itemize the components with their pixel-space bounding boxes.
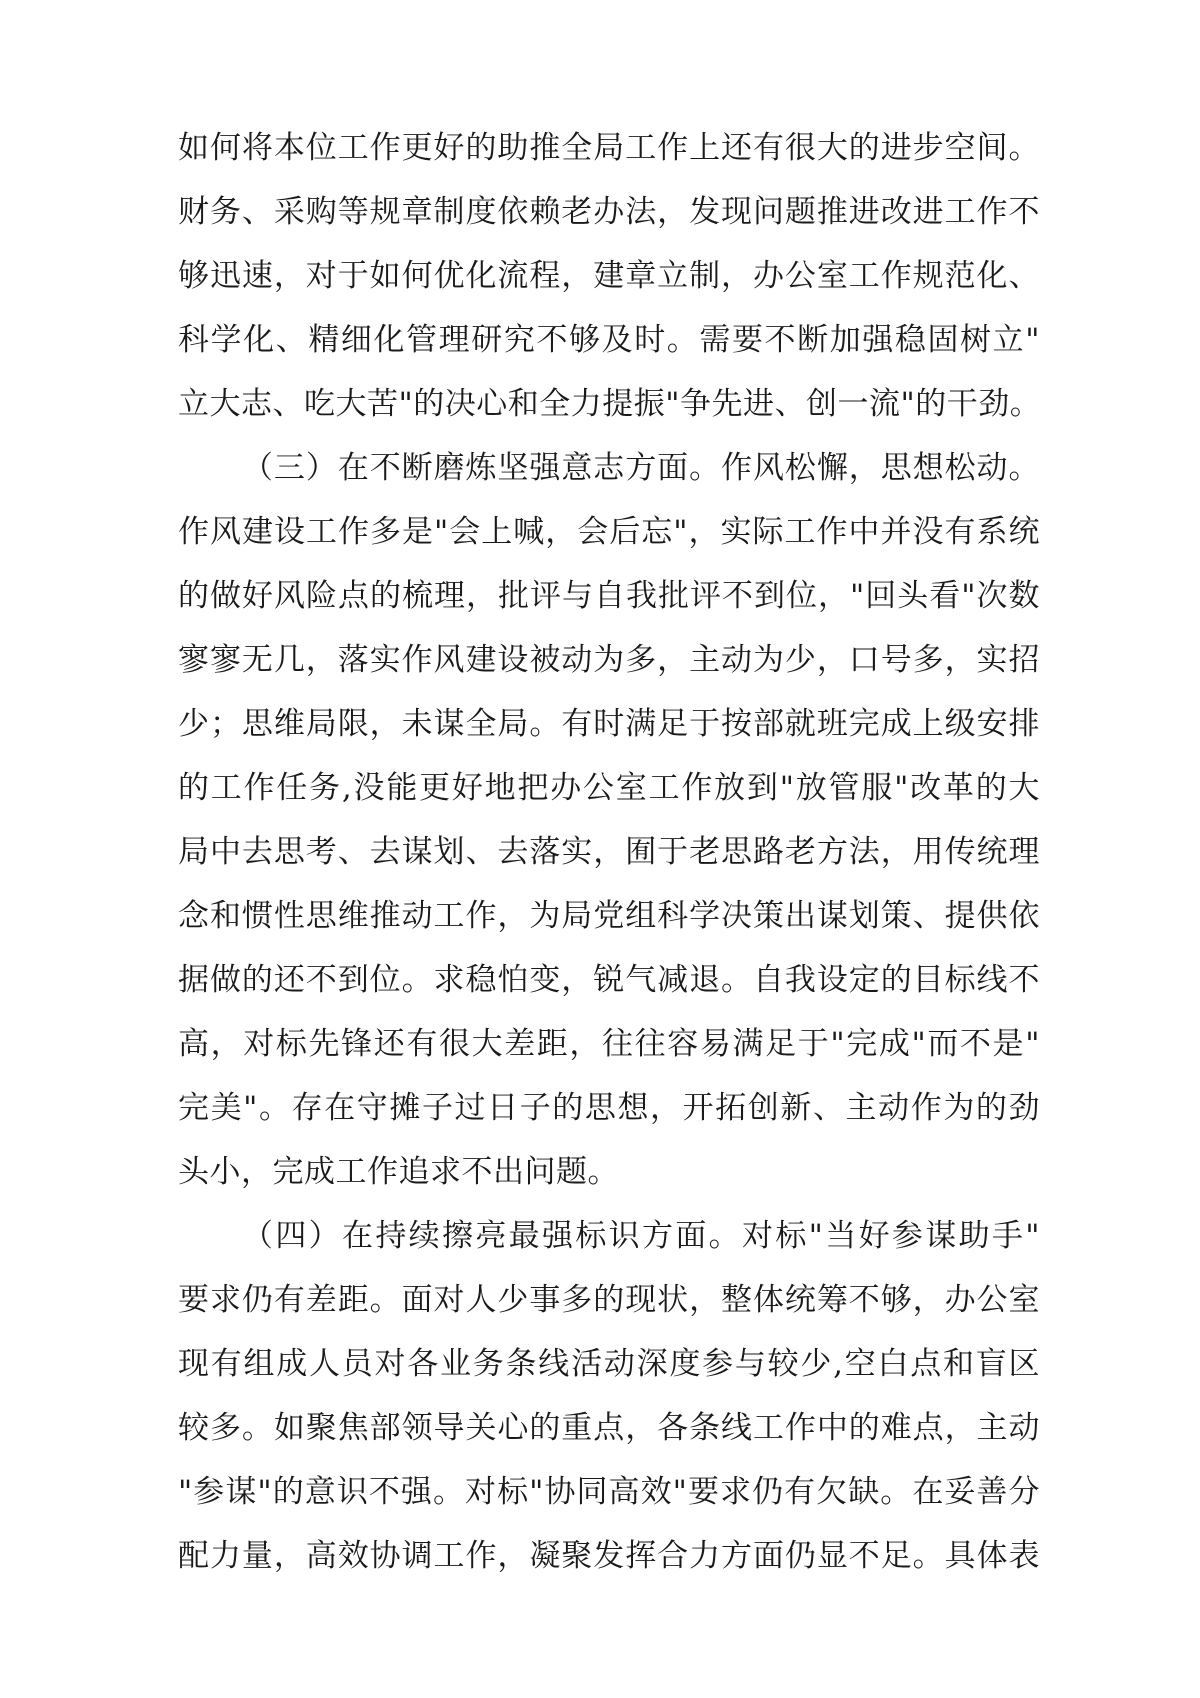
text-line: 据做的还不到位。求稳怕变，锐气减退。自我设定的目标线不: [178, 962, 1040, 998]
text-line: 配力量，高效协调工作，凝聚发挥合力方面仍显不足。具体表: [178, 1538, 1040, 1574]
text-line: 现有组成人员对各业务条线活动深度参与较少,空白点和盲区: [178, 1346, 1040, 1382]
text-line: （四）在持续擦亮最强标识方面。对标"当好参谋助手": [242, 1218, 1040, 1254]
text-line: 完美"。存在守摊子过日子的思想，开拓创新、主动作为的劲: [178, 1090, 1040, 1126]
text-line: 的工作任务,没能更好地把办公室工作放到"放管服"改革的大: [178, 770, 1040, 806]
text-line: 作风建设工作多是"会上喊，会后忘"，实际工作中并没有系统: [178, 514, 1040, 550]
text-line: "参谋"的意识不强。对标"协同高效"要求仍有欠缺。在妥善分: [178, 1474, 1040, 1510]
paragraph-3: [178, 1204, 1040, 1588]
text-line: 寥寥无几，落实作风建设被动为多，主动为少，口号多，实招: [178, 642, 1040, 678]
text-line: 较多。如聚焦部领导关心的重点，各条线工作中的难点，主动: [178, 1410, 1040, 1446]
text-line: 够迅速，对于如何优化流程，建章立制，办公室工作规范化、: [178, 258, 1040, 294]
text-line: 要求仍有差距。面对人少事多的现状，整体统筹不够，办公室: [178, 1282, 1040, 1318]
text-line: 立大志、吃大苦"的决心和全力提振"争先进、创一流"的干劲。: [178, 386, 1042, 422]
text-line: 念和惯性思维推动工作，为局党组科学决策出谋划策、提供依: [178, 898, 1040, 934]
text-line: 高，对标先锋还有很大差距，往往容易满足于"完成"而不是": [178, 1026, 1040, 1062]
paragraph-2: [178, 436, 1040, 1204]
document-body: [178, 116, 1040, 1588]
text-line: 财务、采购等规章制度依赖老办法，发现问题推进改进工作不: [178, 194, 1040, 230]
paragraph-1: [178, 116, 1040, 436]
text-line: 的做好风险点的梳理，批评与自我批评不到位，"回头看"次数: [178, 578, 1040, 614]
text-line: 如何将本位工作更好的助推全局工作上还有很大的进步空间。: [178, 130, 1040, 166]
text-line: 局中去思考、去谋划、去落实，囿于老思路老方法，用传统理: [178, 834, 1040, 870]
text-line: 少；思维局限，未谋全局。有时满足于按部就班完成上级安排: [178, 706, 1040, 742]
text-line: （三）在不断磨炼坚强意志方面。作风松懈，思想松动。: [242, 450, 1040, 486]
text-line: 科学化、精细化管理研究不够及时。需要不断加强稳固树立": [178, 322, 1040, 358]
text-line: 头小，完成工作追求不出问题。: [178, 1154, 619, 1190]
